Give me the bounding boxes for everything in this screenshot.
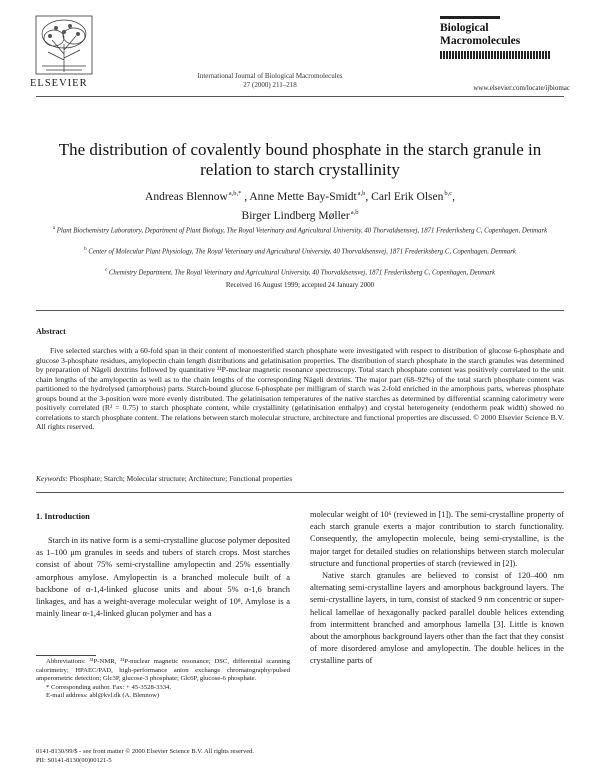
abstract-top-rule: [36, 310, 564, 311]
author-list: Andreas Blennow $^{a,b,*}$ , Anne Mette Bay-Smidt $^{a,b}$, Carl Erik Olsen $^{b,c}$, Birger Lindberg Møller $^{a,b}$: [145, 190, 455, 222]
page-footer: [36, 748, 254, 765]
journal-name: International Journal of Biological Macromolecules: [197, 72, 343, 80]
header-rule: [36, 96, 564, 97]
keywords-list: Phosphate; Starch; Molecular structure; Architecture; Functional properties: [69, 474, 293, 483]
affiliation-b: [40, 245, 560, 257]
email-footnote: E-mail address: abl@kvl.dk (A. Blennow): [46, 692, 160, 700]
left-column: [36, 535, 290, 620]
volume-info: 27 (2000) 211–218: [243, 81, 297, 89]
received-dates: Received 16 August 1999; accepted 24 January 2000: [225, 281, 375, 289]
author-2: Anne Mette Bay-Smidt: [249, 190, 357, 203]
intro-paragraph-2: Native starch granules are believed to consist of 120–400 nm alternating semi-crystalline layers and amorphous background layers. The semi-crystalline layers, in turn, consist of stacked 9 nm concentric or super-helical lamellae of hexagonally packed parallel double helices extending from intermittent branched and amorphous lamella [3]. Little is known about the amorphous background layers other than the fact that they consist of more disordered amylose and amylopectin. The double helices in the crystalline parts of: [310, 571, 564, 666]
intro-paragraph-1-cont: molecular weight of 10⁶ (reviewed in [1]). The semi-crystalline property of each starch granule exerts a major contribution to starch functionality. Consequently, the amylopectin molecule, being semi-crystalline, is the major target for detailed studies on relationships between starch molecular structure and functional properties of starch (reviewed in [2]).: [310, 510, 564, 568]
abstract-bottom-rule: [36, 492, 564, 493]
abbreviations-footnote: Abbreviations: ³¹P-NMR, ³¹P-nuclear magnetic resonance; DSC, differential scanning calorimetry; HPAEC/PAD, high-performance anion exchange chromatography/pulsed amperometric detection; Glc3P, glucose-3 phosphate; Glc6P, glucose-6 phosphate.: [36, 658, 290, 683]
journal-logo: [440, 16, 565, 78]
affiliation-b-sup: b: [84, 247, 87, 252]
journal-logo-line1: Biological: [440, 22, 489, 34]
author-4: Birger Lindberg Møller: [241, 209, 350, 222]
affiliation-a: [40, 224, 560, 236]
affiliation-c-text: Chemistry Department, The Royal Veterinary and Agricultural University, 40 Thorvaldsensvej, 1871 Frederiksberg C, Copenhagen, Denmark: [108, 269, 496, 277]
author-3-sup: b,c: [444, 190, 453, 197]
abstract-heading: Abstract: [36, 327, 66, 336]
right-column: [310, 509, 564, 668]
footnote-rule: [36, 655, 96, 656]
affiliation-c: [40, 266, 560, 278]
journal-url[interactable]: www.elsevier.com/locate/ijbiomac: [473, 84, 570, 92]
author-1: Andreas Blennow: [145, 190, 228, 203]
introduction-heading: 1. Introduction: [36, 512, 90, 521]
keywords-label: Keywords:: [36, 474, 68, 483]
affiliation-a-sup: a: [52, 226, 56, 231]
abstract-text: Five selected starches with a 60-fold span in their content of monoesterified starch phosphate were investigated with respect to distribution of glucose 6-phosphate and glucose 3-phosphate residues, amylopectin chain length distributions and gelatinisation properties. The distribution of starch phosphate in the starch granules was determined by preparation of Nägeli dextrins followed by quantitative ³¹P-nuclear magnetic resonance spectroscopy. Total starch phosphate content was positively correlated to the unit chain lengths of the amylopectin as well as to the chain lengths of the corresponding Nägeli dextrins. The major part (68–92%) of the total starch phosphate content was partitioned to the hydrolysed (amorphous) parts. Starch-bound glucose 6-phosphate per milligram of starch was 2-fold enriched in the amorphous parts, whereas phosphate groups bound at the 3-position were more evenly distributed. The gelatinisation temperatures of the native starches as determined by differential scanning calorimetry were positively correlated (R² = 0.75) to starch phosphate content, while crystallinity (gelatinisation enthalpy) and crystal heterogeneity (endotherm peak width) showed no correlations to starch phosphate content. The relations between starch molecular structure, architecture and functional properties are discussed. © 2000 Elsevier Science B.V. All rights reserved.: [36, 346, 564, 431]
publisher-name: ELSEVIER: [30, 78, 88, 89]
affiliation-c-sup: c: [104, 268, 108, 273]
corresponding-author-footnote: * Corresponding author. Fax: + 45-3528-3334.: [46, 683, 172, 691]
footer-pii: PII: S0141-8130(00)00121-5: [36, 756, 112, 764]
footnotes: [36, 658, 290, 701]
affiliation-a-text: Plant Biochemistry Laboratory, Department of Plant Biology, The Royal Veterinary and Agricultural University, 40 Thorvaldsensvej, 1871 Frederiksberg C, Copenhagen, Denmark: [56, 227, 548, 235]
keywords: [36, 474, 564, 483]
article-title: The distribution of covalently bound phosphate in the starch granule in relation to starch crystallinity: [58, 140, 542, 179]
journal-logo-line2: Macromolecules: [440, 35, 521, 47]
footer-copyright: 0141-8130/99/$ - see front matter © 2000 Elsevier Science B.V. All rights reserved.: [36, 748, 255, 755]
author-3: Carl Erik Olsen: [371, 190, 444, 203]
intro-paragraph-1: Starch in its native form is a semi-crystalline glucose polymer deposited as 1–100 μm granules in seeds and tubers of starch crops. Most starches consist of about 75% semi-crystalline amylopectin and 25% essentially amorphous amylose. Amylopectin is a branched molecule built of a backbone of α-1,4-linked glucose units and about 5% α-1,6 branch linkages, and has a weight-average molecular weight of 10⁸. Amylose is a mainly linear α-1,4-linked glucan polymer and has a: [36, 536, 290, 619]
affiliation-b-text: Center of Molecular Plant Physiology, The Royal Veterinary and Agricultural University, 40 Thorvaldsensvej, 1871 Frederiksberg C, Copenhagen, Denmark: [88, 248, 516, 256]
author-4-sup: a,b: [350, 208, 359, 216]
author-2-sup: a,b: [357, 190, 366, 197]
author-1-sup: a,b,*: [228, 190, 242, 197]
